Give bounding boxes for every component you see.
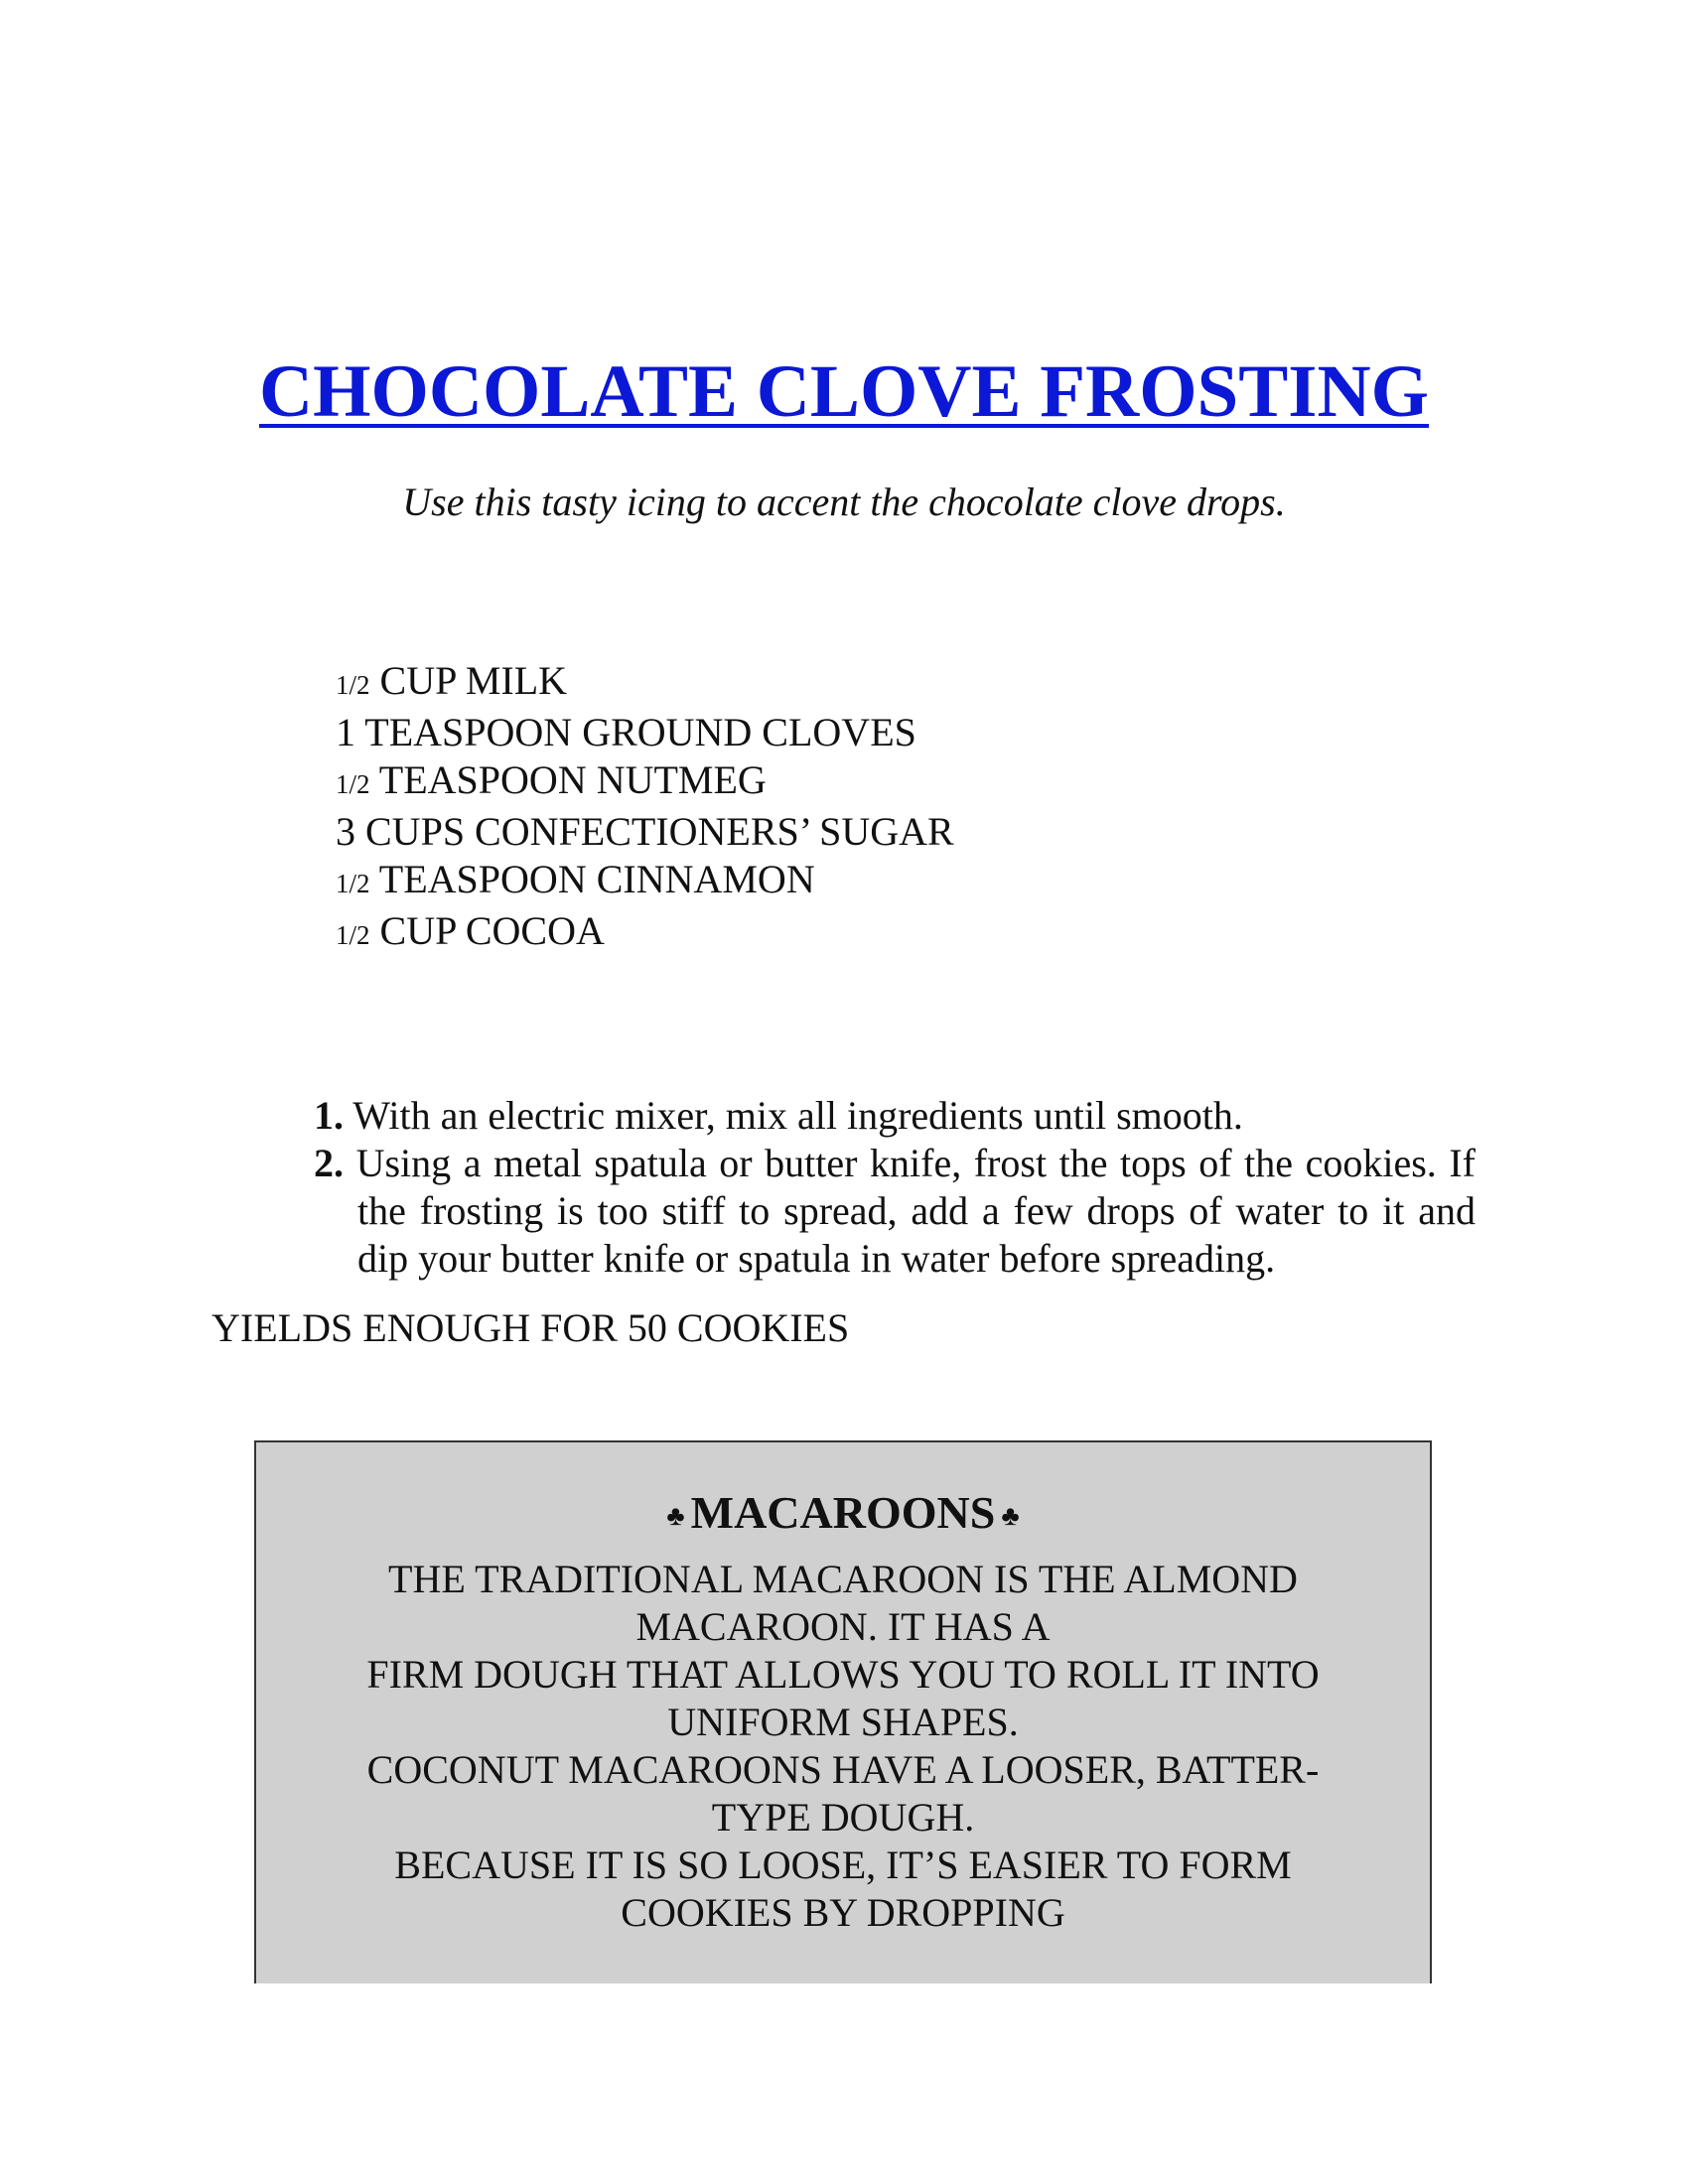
ingredient-qty: 1/2 <box>336 920 370 950</box>
instruction-step <box>314 1092 1476 1140</box>
ingredient-qty: 1 <box>336 710 355 754</box>
ingredient-qty: 1/2 <box>336 670 370 700</box>
ingredient-item <box>336 709 1428 756</box>
sidebar-title <box>256 1484 1430 1546</box>
page-title: CHOCOLATE CLOVE FROSTING <box>259 350 1429 433</box>
sidebar-paragraph: FIRM DOUGH THAT ALLOWS YOU TO ROLL IT INTO UNIFORM SHAPES. <box>366 1652 1320 1745</box>
ingredient-text: CUPS CONFECTIONERS’ SUGAR <box>365 809 954 854</box>
ingredient-qty: 1/2 <box>336 869 370 898</box>
step-text: Using a metal spatula or butter knife, frost the tops of the cookies. If the frosting is too stiff to spread, add a few drops of water to it and dip your butter knife or spatula in water before spreading. <box>355 1141 1476 1281</box>
step-number: 2. <box>314 1141 344 1185</box>
ingredient-item <box>336 657 1428 709</box>
ingredient-item <box>336 856 1428 907</box>
sidebar-title-text: MACAROONS <box>690 1487 996 1538</box>
sidebar-paragraph: THE TRADITIONAL MACAROON IS THE ALMOND MACAROON. IT HAS A <box>388 1557 1298 1650</box>
ingredient-qty: 3 <box>336 809 355 854</box>
sidebar-body <box>342 1556 1344 1937</box>
ingredient-list <box>336 657 1428 959</box>
ingredient-text: CUP MILK <box>379 658 568 703</box>
step-text: With an electric mixer, mix all ingredients until smooth. <box>352 1093 1243 1138</box>
instruction-step <box>314 1140 1476 1283</box>
ingredient-item <box>336 907 1428 959</box>
club-suit-icon: ♣ <box>666 1501 685 1533</box>
ingredient-text: TEASPOON CINNAMON <box>378 857 815 901</box>
recipe-yield: YIELDS ENOUGH FOR 50 COOKIES <box>211 1305 850 1350</box>
step-number: 1. <box>314 1093 344 1138</box>
ingredient-text: CUP COCOA <box>379 908 605 953</box>
macaroons-sidebar <box>254 1440 1432 1983</box>
ingredient-item <box>336 808 1428 856</box>
sidebar-paragraph: BECAUSE IT IS SO LOOSE, IT’S EASIER TO FORM COOKIES BY DROPPING <box>394 1843 1292 1936</box>
recipe-subtitle: Use this tasty icing to accent the chocolate clove drops. <box>402 479 1286 524</box>
ingredient-qty: 1/2 <box>336 769 370 799</box>
instruction-list <box>314 1092 1476 1283</box>
ingredient-text: TEASPOON NUTMEG <box>378 757 767 802</box>
ingredient-item <box>336 756 1428 808</box>
sidebar-paragraph: COCONUT MACAROONS HAVE A LOOSER, BATTER-TYPE DOUGH. <box>366 1747 1320 1841</box>
club-suit-icon: ♣ <box>1001 1501 1020 1533</box>
ingredient-text: TEASPOON GROUND CLOVES <box>364 710 916 754</box>
